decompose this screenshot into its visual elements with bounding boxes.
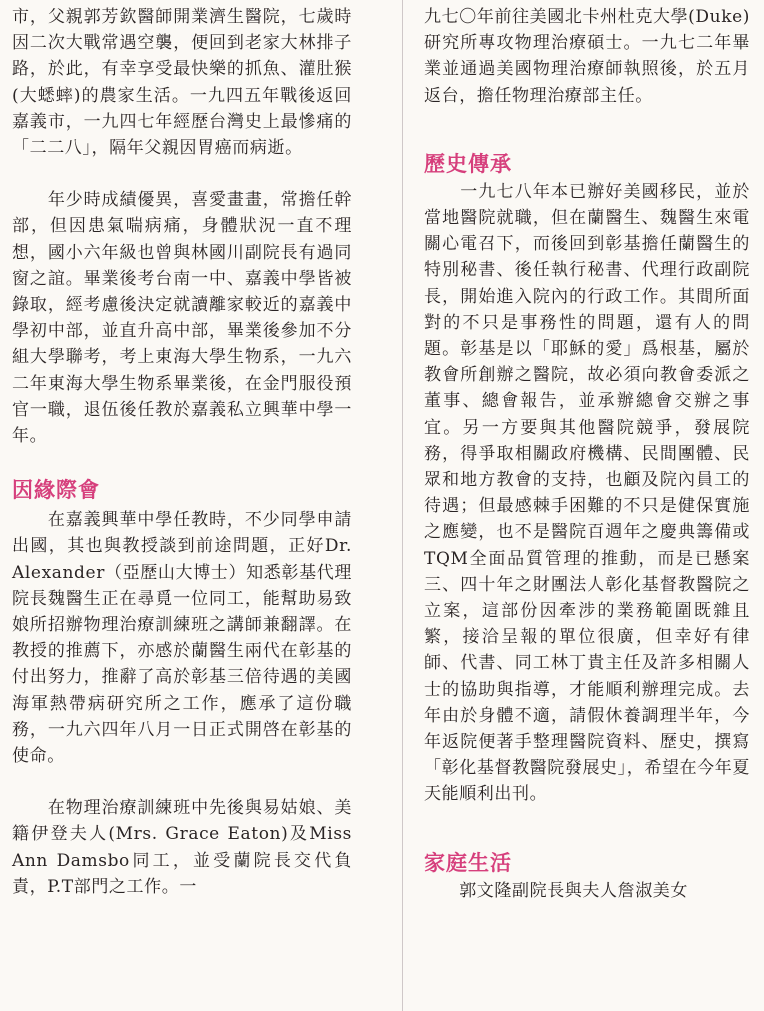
section-heading-opportunity: 因緣際會 [12, 478, 100, 503]
column-divider [402, 0, 403, 1011]
left-column [12, 4, 359, 900]
paragraph-physical-therapy: 在物理治療訓練班中先後與易姑娘、美籍伊登夫人(Mrs. Grace Eaton)及Miss Ann Damsbo同工，並受蘭院長交代負責，P.T部門之工作。一 [12, 798, 359, 897]
right-column [424, 4, 750, 904]
paragraph-family: 郭文隆副院長與夫人詹淑美女 [424, 880, 688, 901]
paragraph-education: 年少時成績優異，喜愛畫畫，常擔任幹部，但因患氣喘病痛，身體狀況一直不理想，國小六年級也曾與林國川副院長有過同窗之誼。畢業後考台南一中、嘉義中學皆被錄取，經考慮後決定就讀離家較近的嘉義中學初中部，並直升高中部，畢業後參加不分組大學聯考，考上東海大學生物系，一九六二年東海大學生物系畢業後，在金門服役預官一職，退伍後任教於嘉義私立興華中學一年。 [12, 190, 352, 447]
section-heading-history: 歷史傳承 [424, 151, 512, 176]
paragraph-childhood: 市，父親郭芳欽醫師開業濟生醫院，七歲時因二次大戰常遇空襲，便回到老家大林排子路，於此，有幸享受最快樂的抓魚、灌肚猴(大蟋蟀)的農家生活。一九四五年戰後返回嘉義市，一九四七年經歷台灣史上最慘痛的「二二八」，隔年父親因胃癌而病逝。 [12, 7, 352, 159]
paragraph-duke-study: 九七〇年前往美國北卡州杜克大學(Duke)研究所專攻物理治療碩士。一九七二年畢業並通過美國物理治療師執照後，於五月返台，擔任物理治療部主任。 [424, 7, 750, 106]
section-heading-family: 家庭生活 [424, 850, 512, 875]
paragraph-opportunity: 在嘉義興華中學任教時，不少同學申請出國，其也與教授談到前途問題，正好Dr. Alexander（亞歷山大博士）知悉彰基代理院長魏醫生正在尋覓一位同工，能幫助易致娘所招辦物理治療訓練班之講師兼翻譯。在教授的推薦下，亦感於蘭醫生兩代在彰基的付出努力，推辭了高於彰基三倍待遇的美國海軍熱帶病研究所之工作，應承了這份職務，一九六四年八月一日正式開啓在彰基的使命。 [12, 510, 359, 767]
paragraph-history: 一九七八年本已辦好美國移民，並於當地醫院就職，但在蘭醫生、魏醫生來電關心電召下，而後回到彰基擔任蘭醫生的特別秘書、後任執行秘書、代理行政副院長，開始進入院內的行政工作。其間所面對的不只是事務性的問題，還有人的問題。彰基是以「耶穌的愛」爲根基，屬於教會所創辦之醫院，故必須向教會委派之董事、總會報告，並承辦總會交辦之事宜。另一方要與其他醫院競爭，發展院務，得爭取相關政府機構、民間團體、民眾和地方教會的支持，也顧及院內員工的待遇；但最感棘手困難的不只是健保實施之應變，也不是醫院百週年之慶典籌備或TQM全面品質管理的推動，而是已懸案三、四十年之財團法人彰化基督教醫院之立案，這部份因牽涉的業務範圍既雜且繁，接洽呈報的單位很廣，但幸好有律師、代書、同工林丁貴主任及許多相關人士的協助與指導，才能順利辦理完成。去年由於身體不適，請假休養調理半年，今年返院便著手整理醫院資料、歷史，撰寫「彰化基督教醫院發展史」，希望在今年夏天能順利出刊。 [424, 181, 750, 805]
